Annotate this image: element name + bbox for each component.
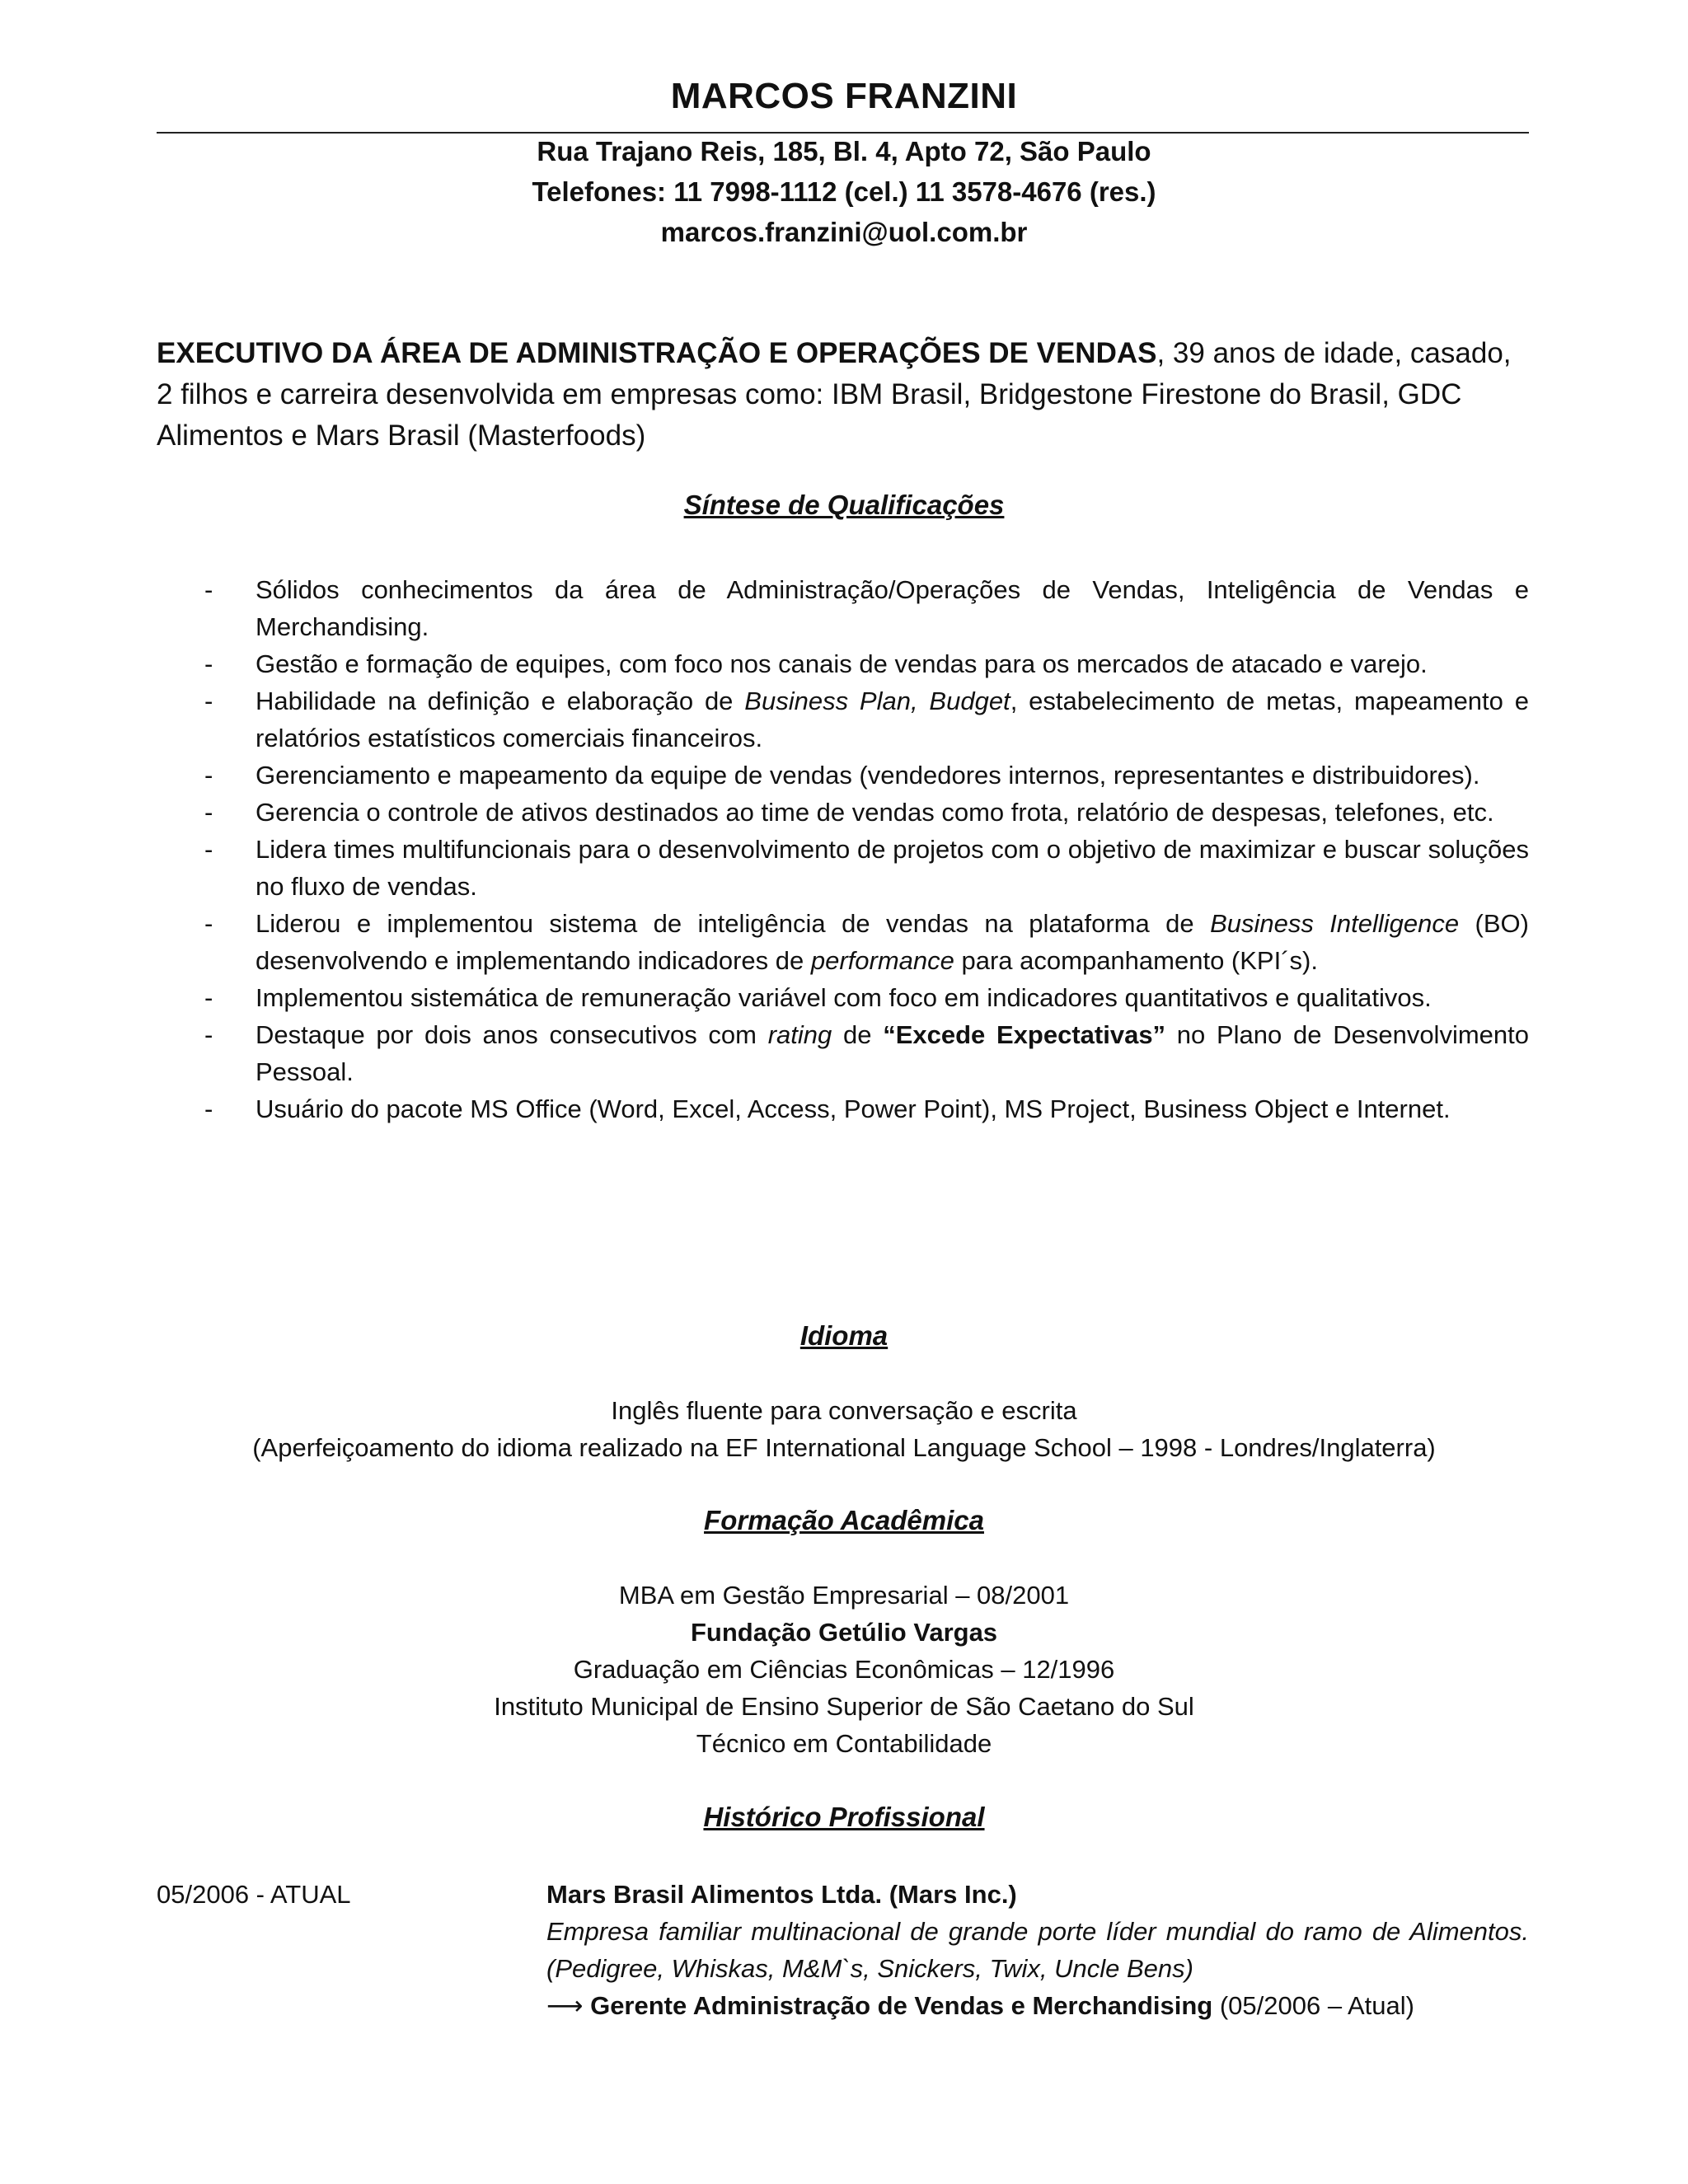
bullet-dash: - bbox=[204, 1094, 213, 1123]
bullet-dash: - bbox=[204, 835, 213, 864]
qualification-text: Gerenciamento e mapeamento da equipe de vendas (vendedores internos, representantes e distribuidores). bbox=[256, 761, 1480, 790]
qualifications-title: Síntese de Qualificações bbox=[683, 490, 1005, 520]
summary-text: , 39 anos de idade, casado, 2 filhos e carreira desenvolvida em empresas como: IBM Brasil, Bridgestone Firestone do Brasil, GDC Alimentos e Mars Brasil (Masterfoods) bbox=[157, 337, 1512, 452]
list-item bbox=[204, 1016, 1529, 1090]
qualification-text: Habilidade na definição e elaboração de bbox=[256, 687, 745, 715]
job-role: Gerente Administração de Vendas e Merchandising bbox=[590, 1991, 1213, 2020]
qualification-text: Liderou e implementou sistema de inteligência de vendas na plataforma de bbox=[256, 909, 1211, 938]
bullet-dash: - bbox=[204, 983, 213, 1012]
bullet-dash: - bbox=[204, 1020, 213, 1049]
education-title: Formação Acadêmica bbox=[704, 1505, 984, 1535]
education-degree: Graduação em Ciências Econômicas – 12/1996 bbox=[573, 1655, 1115, 1684]
job-period: 05/2006 - ATUAL bbox=[157, 1880, 351, 1909]
qualification-emphasis: Business Intelligence bbox=[1210, 909, 1460, 938]
job-role-period: (05/2006 – Atual) bbox=[1212, 1991, 1414, 2020]
qualification-emphasis: rating bbox=[767, 1020, 832, 1049]
list-item bbox=[204, 831, 1529, 905]
qualification-text: Usuário do pacote MS Office (Word, Excel, Access, Power Point), MS Project, Business Object e Internet. bbox=[256, 1094, 1451, 1123]
qualification-text: Destaque por dois anos consecutivos com bbox=[256, 1020, 768, 1049]
bullet-dash: - bbox=[204, 575, 213, 604]
bullet-dash: - bbox=[204, 761, 213, 790]
qualification-text: , estabelecimento de metas, mapeamento e relatórios estatísticos comerciais financeiros. bbox=[256, 687, 1529, 752]
list-item bbox=[204, 645, 1529, 682]
language-line: Inglês fluente para conversação e escrita bbox=[611, 1396, 1077, 1425]
history-title: Histórico Profissional bbox=[703, 1802, 985, 1832]
qualification-text: para acompanhamento (KPI´s). bbox=[954, 946, 1318, 975]
phones-line: Telefones: 11 7998-1112 (cel.) 11 3578-4676 (res.) bbox=[532, 176, 1156, 207]
qualification-text: Implementou sistemática de remuneração variável com foco em indicadores quantitativos e qualitativos. bbox=[256, 983, 1432, 1012]
job-role-line bbox=[546, 1987, 1529, 2024]
job-description: Empresa familiar multinacional de grande porte líder mundial do ramo de Alimentos. (Pedigree, Whiskas, M&M`s, Snickers, Twix, Uncle Bens) bbox=[546, 1917, 1529, 1983]
education-course: Técnico em Contabilidade bbox=[696, 1729, 992, 1758]
list-item bbox=[204, 794, 1529, 831]
address-line: Rua Trajano Reis, 185, Bl. 4, Apto 72, São Paulo bbox=[537, 136, 1151, 166]
education-institution: Instituto Municipal de Ensino Superior de São Caetano do Sul bbox=[494, 1692, 1194, 1721]
education-degree: MBA em Gestão Empresarial – 08/2001 bbox=[618, 1581, 1070, 1610]
job-entry bbox=[546, 1876, 1529, 2024]
bullet-dash: - bbox=[204, 798, 213, 827]
job-company: Mars Brasil Alimentos Ltda. (Mars Inc.) bbox=[546, 1880, 1017, 1909]
list-item bbox=[204, 682, 1529, 757]
list-item bbox=[204, 905, 1529, 979]
qualification-text: (BO) desenvolvendo e implementando indicadores de bbox=[256, 909, 1529, 975]
qualification-text: Gerencia o controle de ativos destinados ao time de vendas como frota, relatório de despesas, telefones, etc. bbox=[256, 798, 1494, 827]
name-divider bbox=[157, 132, 1529, 134]
education-institution: Fundação Getúlio Vargas bbox=[690, 1618, 998, 1647]
language-detail: (Aperfeiçoamento do idioma realizado na EF International Language School – 1998 - Londres/Inglaterra) bbox=[252, 1433, 1436, 1462]
email-line: marcos.franzini@uol.com.br bbox=[660, 217, 1028, 247]
qualification-text: Lidera times multifuncionais para o desenvolvimento de projetos com o objetivo de maximizar e buscar soluções no fluxo de vendas. bbox=[256, 835, 1529, 901]
qualification-emphasis: performance bbox=[810, 946, 954, 975]
qualification-text: de bbox=[832, 1020, 884, 1049]
list-item bbox=[204, 757, 1529, 794]
qualifications-list bbox=[204, 571, 1529, 1127]
list-item bbox=[204, 1090, 1529, 1127]
qualification-emphasis: Business Plan, Budget bbox=[744, 687, 1010, 715]
professional-summary bbox=[157, 333, 1529, 457]
list-item bbox=[204, 571, 1529, 645]
list-item bbox=[204, 979, 1529, 1016]
candidate-name: MARCOS FRANZINI bbox=[670, 76, 1018, 116]
bullet-dash: - bbox=[204, 687, 213, 715]
qualification-text: no Plano de Desenvolvimento Pessoal. bbox=[256, 1020, 1529, 1086]
summary-headline: EXECUTIVO DA ÁREA DE ADMINISTRAÇÃO E OPERAÇÕES DE VENDAS bbox=[157, 337, 1157, 369]
language-title: Idioma bbox=[799, 1320, 889, 1351]
qualification-highlight: “Excede Expectativas” bbox=[883, 1020, 1166, 1049]
qualification-text: Sólidos conhecimentos da área de Administração/Operações de Vendas, Inteligência de Vendas e Merchandising. bbox=[256, 575, 1529, 641]
arrow-right-icon: ⟶ bbox=[546, 1991, 584, 2020]
qualification-text: Gestão e formação de equipes, com foco nos canais de vendas para os mercados de atacado e varejo. bbox=[256, 649, 1428, 678]
bullet-dash: - bbox=[204, 649, 213, 678]
bullet-dash: - bbox=[204, 909, 213, 938]
